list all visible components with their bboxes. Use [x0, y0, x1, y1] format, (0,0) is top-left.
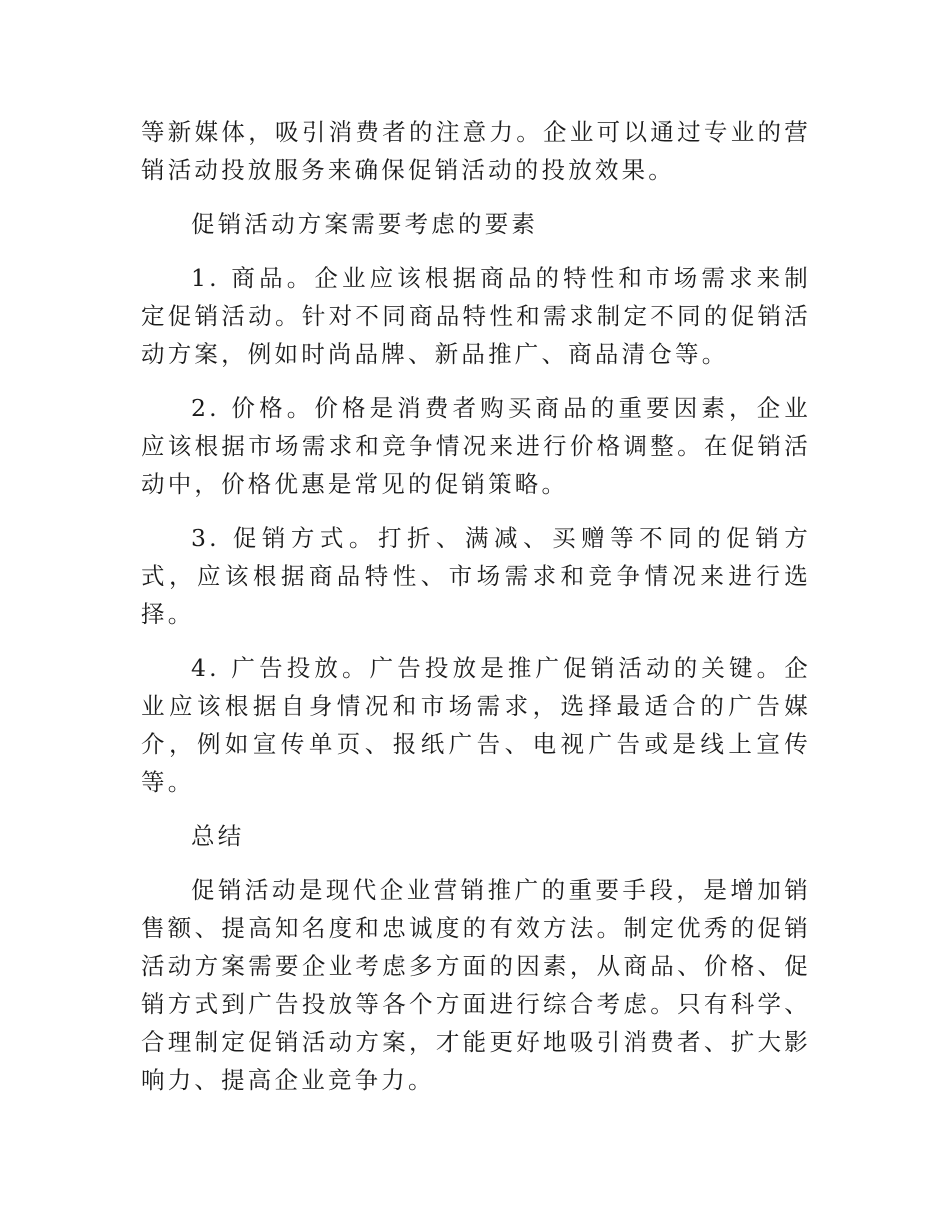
section-heading-summary: 总结 [191, 822, 245, 850]
list-item-price: 2. 价格。价格是消费者购买商品的重要因素，企业应该根据市场需求和竞争情况来进行价格调整。在促销活动中，价格优惠是常见的促销策略。 [141, 394, 811, 498]
section-heading-elements: 促销活动方案需要考虑的要素 [191, 210, 539, 238]
paragraph-continuation: 等新媒体，吸引消费者的注意力。企业可以通过专业的营销活动投放服务来确保促销活动的投放效果。 [141, 118, 811, 184]
document-body [141, 113, 811, 1115]
list-item-advertising: 4. 广告投放。广告投放是推广促销活动的关键。企业应该根据自身情况和市场需求，选择最适合的广告媒介，例如宣传单页、报纸广告、电视广告或是线上宣传等。 [141, 654, 811, 796]
paragraph-summary: 促销活动是现代企业营销推广的重要手段，是增加销售额、提高知名度和忠诚度的有效方法。制定优秀的促销活动方案需要企业考虑多方面的因素，从商品、价格、促销方式到广告投放等各个方面进行综合考虑。只有科学、合理制定促销活动方案，才能更好地吸引消费者、扩大影响力、提高企业竞争力。 [141, 876, 811, 1094]
list-item-goods: 1. 商品。企业应该根据商品的特性和市场需求来制定促销活动。针对不同商品特性和需求制定不同的促销活动方案，例如时尚品牌、新品推广、商品清仓等。 [141, 264, 811, 368]
list-item-promotion-method: 3. 促销方式。打折、满减、买赠等不同的促销方式，应该根据商品特性、市场需求和竞争情况来进行选择。 [141, 524, 811, 628]
